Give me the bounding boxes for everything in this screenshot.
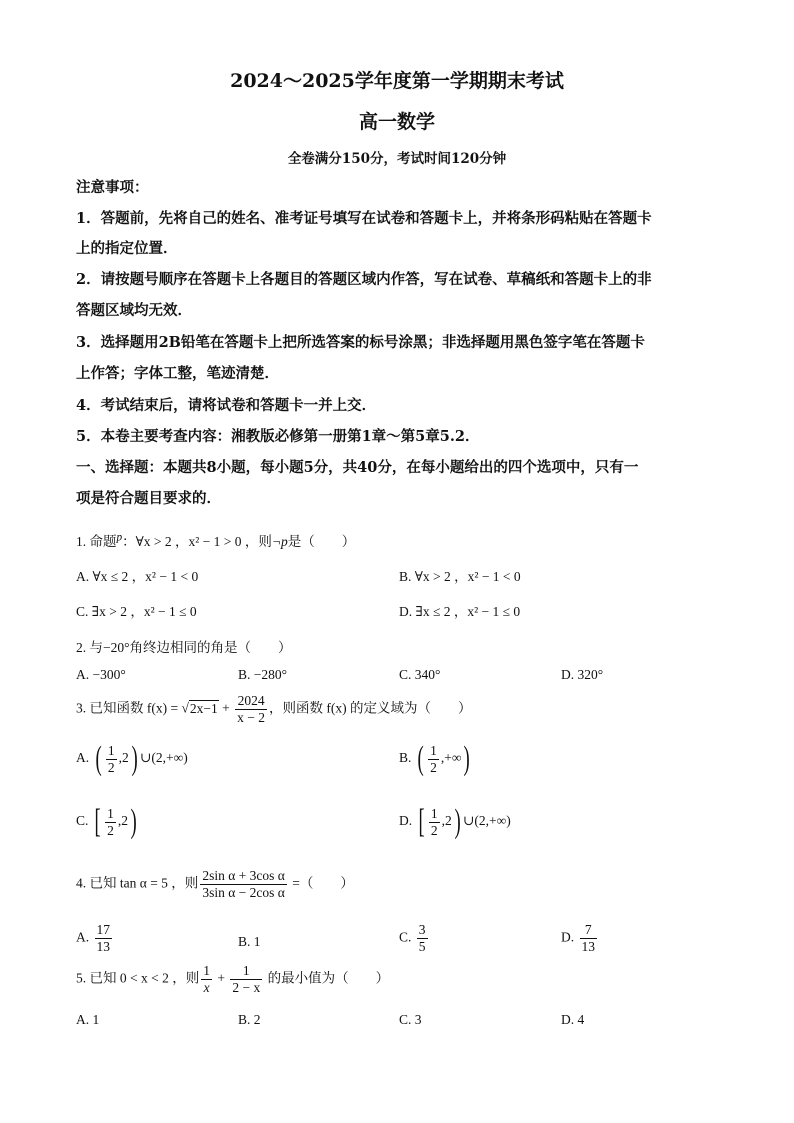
option-c: C. [ $\frac{1}{2}$ ,2) (76, 803, 137, 840)
fraction: $\frac{1}{x}$ (203, 963, 210, 995)
exam-info: 全卷满分150分，考试时间120分钟 (287, 151, 507, 167)
note-line: 2．请按题号顺序在答题卡上各题目的答题区域内作答，写在试卷、草稿纸和答题卡上的非 (76, 271, 652, 288)
option-a: A. ∀x ≤ 2 ，x² − 1 < 0 (76, 569, 199, 584)
option-b: B. 1 (238, 934, 261, 949)
option-b: B. ( $\frac{1}{2}$ ,+∞) (399, 740, 471, 777)
note-line: 1．答题前，先将自己的姓名、准考证号填写在试卷和答题卡上，并将条形码粘贴在答题卡 (76, 210, 652, 227)
option-c: C. $\frac{3}{5}$ (399, 922, 426, 954)
exam-title: 2024～2025学年度第一学期期末考试 (230, 70, 564, 92)
option-d: D. $\frac{7}{13}$ (561, 922, 595, 954)
question-1-stem: 1. 命题$^p$：∀x > 2 ，x² − 1 > 0 ，则¬p是（ ） (76, 531, 356, 549)
option-b: B. −280° (238, 667, 288, 682)
option-a: A. $\frac{17}{13}$ (76, 922, 110, 954)
option-a: A. −300° (76, 667, 126, 682)
note-line: 上的指定位置． (76, 240, 178, 257)
question-3-stem: 3. 已知函数 f(x) = √2x−1 + $\frac{2024}{x - 2}$ ，则函数 f(x) 的定义域为（ ） (76, 693, 472, 725)
notes-heading: 注意事项： (76, 179, 149, 196)
option-c: C. 340° (399, 667, 441, 682)
fraction: $\frac{1}{2 - x}$ (232, 963, 261, 995)
note-line: 答题区域均无效． (76, 302, 192, 319)
fraction: $\frac{2024}{x - 2}$ (237, 693, 266, 725)
question-4-stem: 4. 已知 tan α = 5 ，则 $\frac{\text{2sin α + 3cos α}}{\text{3sin α − 2cos α}}$ =（ ） (76, 868, 354, 900)
option-a: A. ( $\frac{1}{2}$ ,2) ∪(2,+∞) (76, 740, 188, 777)
option-d: D. [ $\frac{1}{2}$ ,2) ∪(2,+∞) (399, 803, 511, 840)
exam-subject: 高一数学 (358, 111, 435, 133)
note-line: 上作答；字体工整，笔迹清楚． (76, 365, 279, 382)
note-line: 4．考试结束后，请将试卷和答题卡一并上交． (76, 397, 377, 414)
option-a: A. 1 (76, 1012, 100, 1027)
option-d: D. ∃x ≤ 2 ，x² − 1 ≤ 0 (399, 604, 521, 619)
note-line: 3．选择题用2B铅笔在答题卡上把所选答案的标号涂黑；非选择题用黑色签字笔在答题卡 (76, 334, 645, 351)
option-b: B. 2 (238, 1012, 261, 1027)
option-c: C. 3 (399, 1012, 422, 1027)
question-2-stem: 2. 与−20°角终边相同的角是（ ） (76, 640, 292, 655)
fraction: $\frac{\text{2sin α + 3cos α}}{\text{3sin α − 2cos α}}$ (202, 868, 285, 900)
section-heading-line1: 一、选择题：本题共8小题，每小题5分，共40分，在每小题给出的四个选项中，只有一 (76, 459, 639, 476)
note-line: 5．本卷主要考查内容：湘教版必修第一册第1章～第5章5.2． (76, 428, 480, 445)
option-d: D. 320° (561, 667, 604, 682)
section-heading-line2: 项是符合题目要求的． (76, 490, 221, 507)
option-c: C. ∃x > 2 ，x² − 1 ≤ 0 (76, 604, 197, 619)
question-5-stem: 5. 已知 0 < x < 2 ，则 $\frac{1}{x}$ + $\frac{1}{2 - x}$ 的最小值为（ ） (76, 963, 390, 995)
option-b: B. ∀x > 2 ，x² − 1 < 0 (399, 569, 521, 584)
option-d: D. 4 (561, 1012, 585, 1027)
